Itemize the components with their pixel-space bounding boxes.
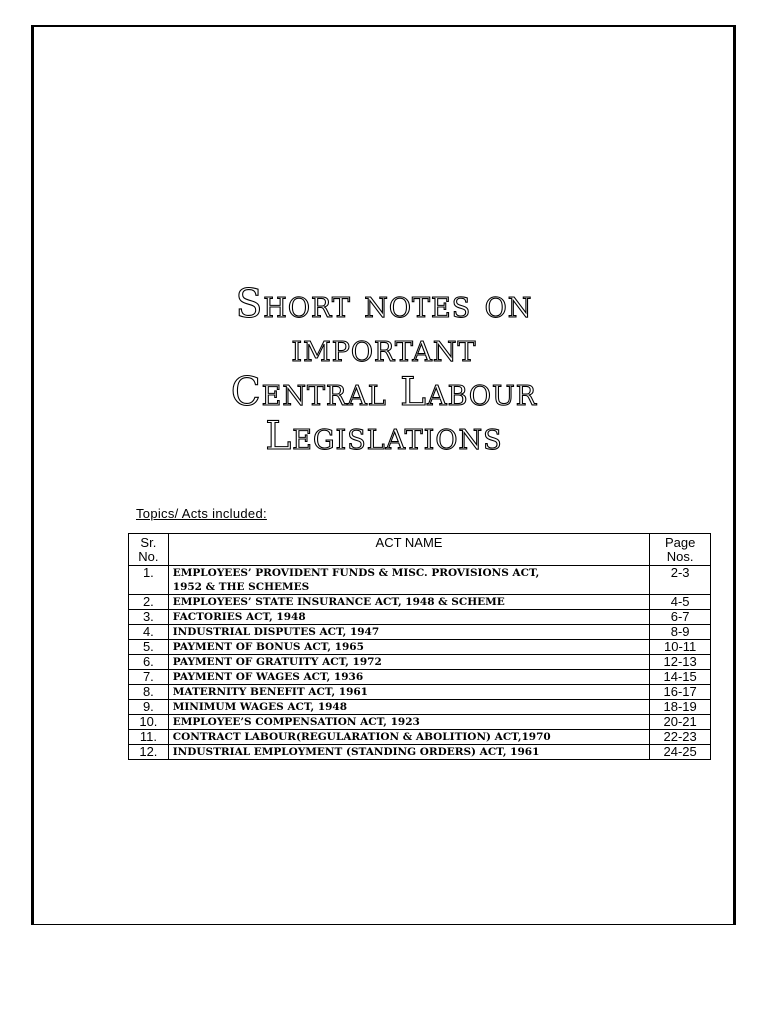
row-page-nos: 24-25	[650, 745, 711, 760]
row-act-name: CONTRACT LABOUR(REGULARATION & ABOLITION) ACT,1970	[168, 730, 650, 745]
title-line: Central Labour	[230, 370, 538, 415]
row-sr-no: 4.	[129, 625, 169, 640]
table-row	[129, 715, 711, 730]
row-sr-no: 10.	[129, 715, 169, 730]
row-page-nos: 10-11	[650, 640, 711, 655]
row-page-nos: 18-19	[650, 700, 711, 715]
row-sr-no: 3.	[129, 610, 169, 625]
table-row	[129, 670, 711, 685]
table-row	[129, 700, 711, 715]
table-row	[129, 610, 711, 625]
table-row	[129, 745, 711, 760]
row-act-name: PAYMENT OF BONUS ACT, 1965	[168, 640, 650, 655]
page-border	[31, 25, 736, 925]
acts-table	[128, 533, 711, 760]
row-act-name: EMPLOYEES’ STATE INSURANCE ACT, 1948 & SCHEME	[168, 595, 650, 610]
header-no-line: No.	[138, 549, 159, 564]
act-name-line: EMPLOYEES’ PROVIDENT FUNDS & MISC. PROVISIONS ACT,	[172, 567, 540, 579]
row-sr-no: 1.	[129, 566, 169, 595]
title-line: Legislations	[265, 414, 503, 459]
header-act-name: ACT NAME	[168, 534, 650, 566]
row-act-name	[168, 566, 650, 595]
title-line: Short notes on	[235, 282, 533, 327]
act-name-line: 1952 & THE SCHEMES	[172, 581, 310, 593]
row-act-name: MATERNITY BENEFIT ACT, 1961	[168, 685, 650, 700]
row-sr-no: 7.	[129, 670, 169, 685]
table-row	[129, 685, 711, 700]
header-sr-line: Sr.	[140, 535, 157, 550]
row-page-nos: 12-13	[650, 655, 711, 670]
row-page-nos: 6-7	[650, 610, 711, 625]
row-page-nos: 16-17	[650, 685, 711, 700]
header-nos-line: Nos.	[666, 549, 694, 564]
table-header-row	[129, 534, 711, 566]
header-page-nos	[650, 534, 711, 566]
row-page-nos: 8-9	[650, 625, 711, 640]
table-row	[129, 655, 711, 670]
row-act-name: PAYMENT OF WAGES ACT, 1936	[168, 670, 650, 685]
header-page-line: Page	[664, 535, 696, 550]
title-line: important	[291, 326, 477, 371]
row-sr-no: 5.	[129, 640, 169, 655]
header-sr-no	[129, 534, 169, 566]
row-sr-no: 6.	[129, 655, 169, 670]
table-row	[129, 595, 711, 610]
topics-label: Topics/ Acts included:	[136, 506, 267, 521]
row-act-name: MINIMUM WAGES ACT, 1948	[168, 700, 650, 715]
row-page-nos: 22-23	[650, 730, 711, 745]
row-sr-no: 2.	[129, 595, 169, 610]
row-page-nos: 14-15	[650, 670, 711, 685]
table-row	[129, 730, 711, 745]
table-row	[129, 640, 711, 655]
row-act-name: PAYMENT OF GRATUITY ACT, 1972	[168, 655, 650, 670]
row-sr-no: 11.	[129, 730, 169, 745]
row-act-name: FACTORIES ACT, 1948	[168, 610, 650, 625]
row-page-nos: 20-21	[650, 715, 711, 730]
row-sr-no: 8.	[129, 685, 169, 700]
document-title	[0, 283, 768, 459]
row-sr-no: 12.	[129, 745, 169, 760]
row-act-name: INDUSTRIAL EMPLOYMENT (STANDING ORDERS) ACT, 1961	[168, 745, 650, 760]
row-act-name: EMPLOYEE’S COMPENSATION ACT, 1923	[168, 715, 650, 730]
table-row	[129, 625, 711, 640]
row-sr-no: 9.	[129, 700, 169, 715]
row-page-nos: 2-3	[650, 566, 711, 595]
row-page-nos: 4-5	[650, 595, 711, 610]
row-act-name: INDUSTRIAL DISPUTES ACT, 1947	[168, 625, 650, 640]
table-row	[129, 566, 711, 595]
